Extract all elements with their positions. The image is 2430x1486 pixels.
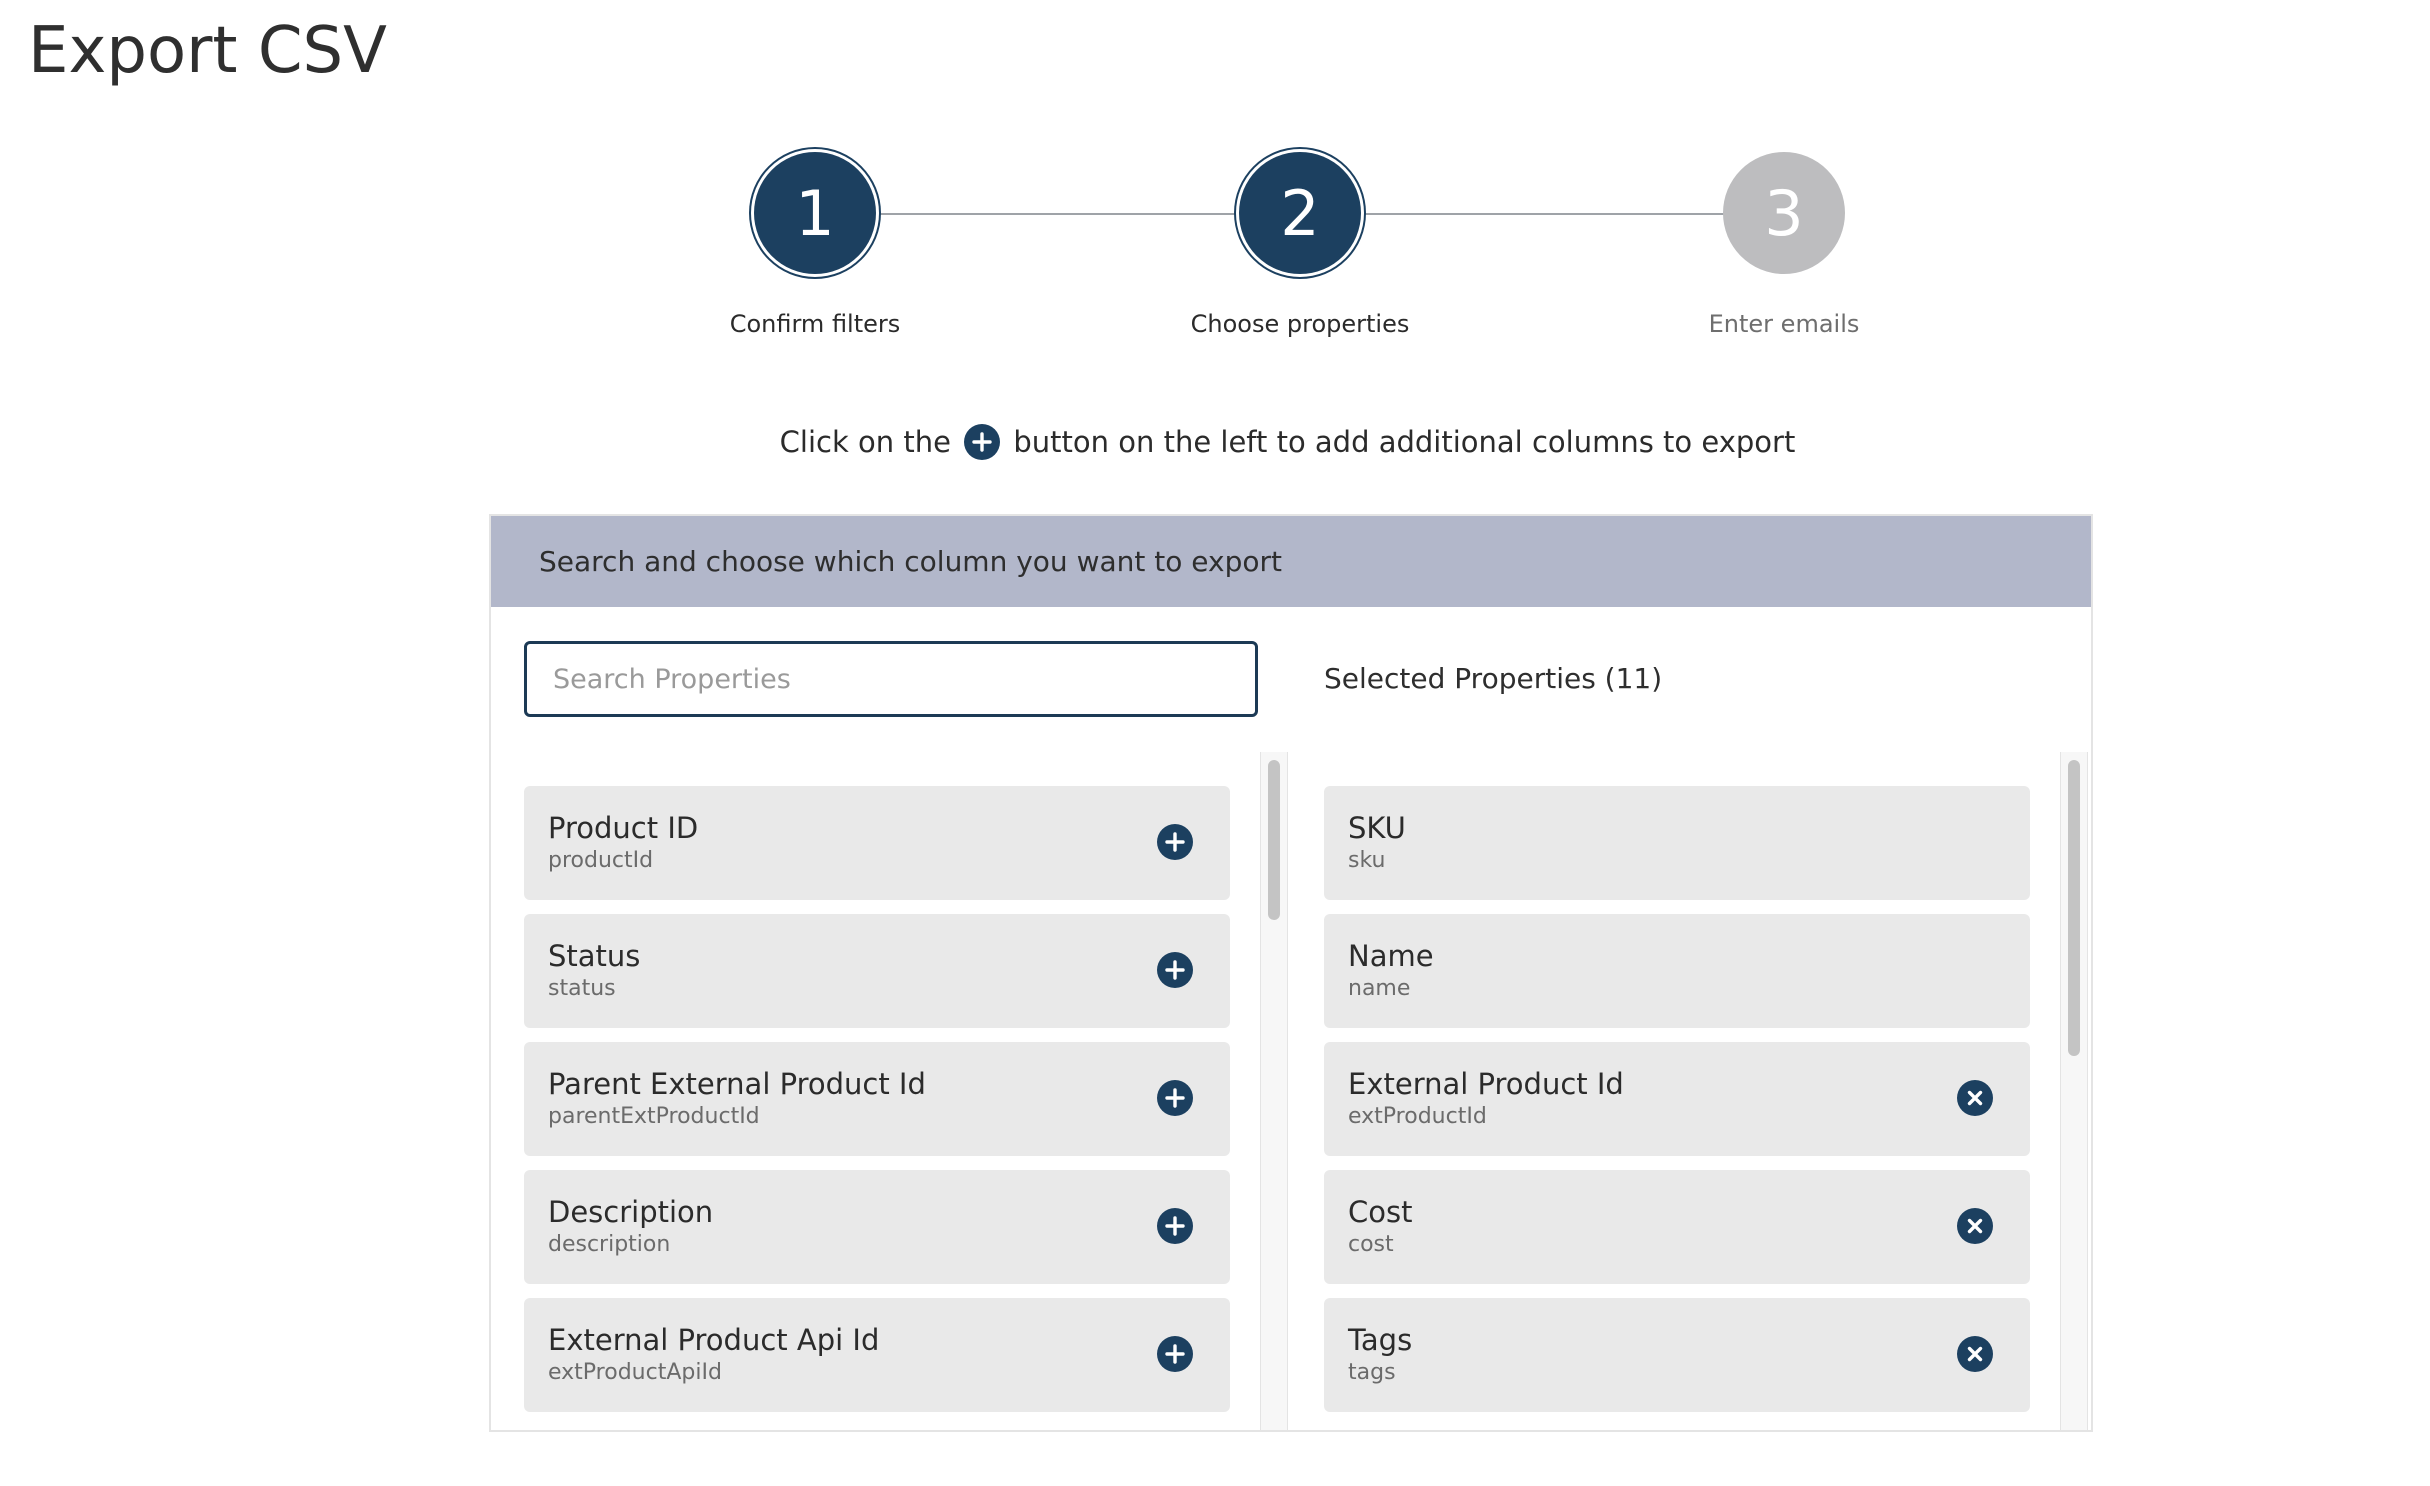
property-key: extProductId <box>1348 1104 1487 1129</box>
property-key: description <box>548 1232 671 1257</box>
step-label: Confirm filters <box>729 310 901 338</box>
available-list-scrollbar[interactable] <box>1260 752 1288 1432</box>
property-label: Cost <box>1348 1195 1413 1229</box>
plus-circle-icon[interactable] <box>1157 1080 1193 1116</box>
list-item <box>1324 1042 2030 1156</box>
property-label: Parent External Product Id <box>548 1067 926 1101</box>
step-number-circle: 3 <box>1723 152 1845 274</box>
list-item <box>524 786 1230 900</box>
step-number-circle: 2 <box>1239 152 1361 274</box>
step-label: Enter emails <box>1708 310 1860 338</box>
list-item <box>524 1170 1230 1284</box>
plus-circle-icon[interactable] <box>1157 824 1193 860</box>
property-key: extProductApiId <box>548 1360 722 1385</box>
property-key: status <box>548 976 616 1001</box>
search-properties-input[interactable] <box>524 641 1258 717</box>
instruction-text-after: button on the left to add additional columns to export <box>1013 425 1796 459</box>
property-key: sku <box>1348 848 1386 873</box>
export-stepper <box>0 0 2430 360</box>
property-label: Tags <box>1348 1323 1413 1357</box>
step-choose-properties[interactable] <box>1150 152 1450 338</box>
list-item <box>1324 786 2030 900</box>
property-key: cost <box>1348 1232 1394 1257</box>
property-key: productId <box>548 848 654 873</box>
list-item <box>524 1042 1230 1156</box>
property-key: tags <box>1348 1360 1396 1385</box>
property-label: External Product Api Id <box>548 1323 880 1357</box>
list-item <box>524 1298 1230 1412</box>
available-properties-list[interactable] <box>524 772 1230 1432</box>
list-item <box>1324 1170 2030 1284</box>
property-key: parentExtProductId <box>548 1104 760 1129</box>
close-circle-icon[interactable] <box>1957 1336 1993 1372</box>
step-number-circle: 1 <box>754 152 876 274</box>
close-circle-icon[interactable] <box>1957 1080 1993 1116</box>
step-enter-emails <box>1634 152 1934 338</box>
property-key: name <box>1348 976 1411 1001</box>
scrollbar-thumb[interactable] <box>1268 760 1280 920</box>
property-label: External Product Id <box>1348 1067 1624 1101</box>
scrollbar-thumb[interactable] <box>2068 760 2080 1056</box>
property-label: Product ID <box>548 811 699 845</box>
list-item <box>1324 1298 2030 1412</box>
list-item <box>1324 914 2030 1028</box>
step-label: Choose properties <box>1190 310 1410 338</box>
selected-list-scrollbar[interactable] <box>2060 752 2088 1432</box>
close-circle-icon[interactable] <box>1957 1208 1993 1244</box>
selected-properties-title: Selected Properties (11) <box>1324 662 1663 695</box>
property-picker-panel <box>489 514 2093 1432</box>
instruction-text <box>0 424 2430 460</box>
selected-properties-list[interactable] <box>1324 772 2030 1432</box>
property-label: Name <box>1348 939 1434 973</box>
plus-circle-icon[interactable] <box>1157 1336 1193 1372</box>
page-title: Export CSV <box>28 14 387 88</box>
property-label: Description <box>548 1195 714 1229</box>
plus-circle-icon <box>964 424 1000 460</box>
property-label: SKU <box>1348 811 1406 845</box>
instruction-text-before: Click on the <box>779 425 951 459</box>
plus-circle-icon[interactable] <box>1157 952 1193 988</box>
plus-circle-icon[interactable] <box>1157 1208 1193 1244</box>
list-item <box>524 914 1230 1028</box>
step-confirm-filters[interactable] <box>665 152 965 338</box>
panel-header: Search and choose which column you want to export <box>491 516 2091 607</box>
property-label: Status <box>548 939 641 973</box>
